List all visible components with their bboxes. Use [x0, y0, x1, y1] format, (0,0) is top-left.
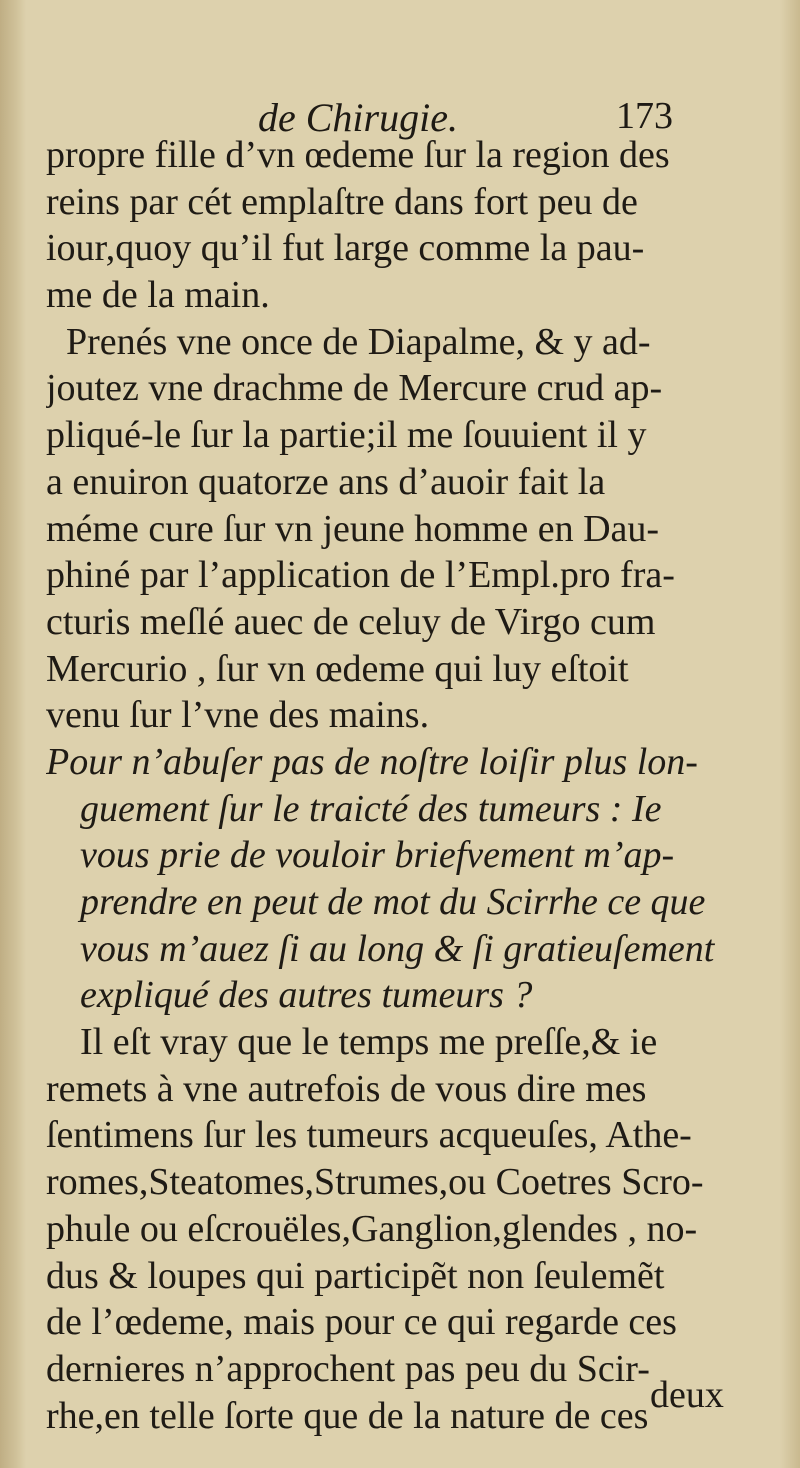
catchword: deux — [650, 1374, 724, 1416]
text-line: me de la main. — [46, 274, 270, 317]
text-line: remets à vne autrefois de vous dire mes — [46, 1067, 647, 1110]
text-line: méme cure ſur vn jeune homme en Dau- — [46, 507, 660, 550]
text-line: ſentimens ſur les tumeurs acqueuſes, Athe- — [46, 1114, 692, 1157]
text-line: iour,quoy qu’il fut large comme la pau- — [46, 227, 645, 270]
text-line: venu ſur l’vne des mains. — [46, 694, 430, 737]
question-line: expliqué des autres tumeurs ? — [80, 974, 533, 1017]
text-line: dus & loupes qui participẽt non ſeulemẽt — [46, 1254, 665, 1297]
running-head: de Chirugie. — [258, 95, 458, 140]
text-line: pliqué-le ſur la partie;il me ſouuient il y — [46, 414, 647, 457]
text-line: dernieres n’approchent pas peu du Scir- — [46, 1347, 650, 1390]
text-line: propre fille d’vn œdeme ſur la region des — [46, 134, 670, 176]
text-line: de l’œdeme, mais pour ce qui regarde ces — [46, 1301, 677, 1344]
body-text — [46, 132, 746, 1439]
text-line: rhe,en telle ſorte que de la nature de ces — [46, 1394, 649, 1437]
text-line: Il eſt vray que le temps me preſſe,& ie — [80, 1021, 658, 1064]
text-line: romes,Steatomes,Strumes,ou Coetres Scro- — [46, 1161, 704, 1204]
text-line: Mercurio , ſur vn œdeme qui luy eſtoit — [46, 647, 629, 690]
question-line: vous m’auez ſi au long & ſi gratieuſement — [80, 927, 715, 970]
question-line: Pour n’abuſer pas de noſtre loiſir plus lon- — [46, 740, 698, 783]
text-line: Prenés vne once de Diapalme, & y ad- — [66, 320, 651, 363]
text-line: phule ou eſcrouëles,Ganglion,glendes , no- — [46, 1207, 698, 1250]
text-line: phiné par l’application de l’Empl.pro fra- — [46, 554, 675, 597]
question-line: prendre en peut de mot du Scirrhe ce que — [80, 881, 706, 923]
text-line: joutez vne drachme de Mercure crud ap- — [46, 367, 663, 410]
question-line: vous prie de vouloir briefvement m’ap- — [80, 834, 675, 877]
text-line: reins par cét emplaſtre dans fort peu de — [46, 180, 638, 223]
question-line: guement ſur le traicté des tumeurs : Ie — [80, 787, 662, 830]
text-line: cturis meſlé auec de celuy de Virgo cum — [46, 600, 656, 643]
page-number: 173 — [616, 95, 673, 137]
text-line: a enuiron quatorze ans d’auoir fait la — [46, 460, 606, 503]
page-edge — [780, 0, 800, 1468]
page-gutter — [0, 0, 26, 1468]
